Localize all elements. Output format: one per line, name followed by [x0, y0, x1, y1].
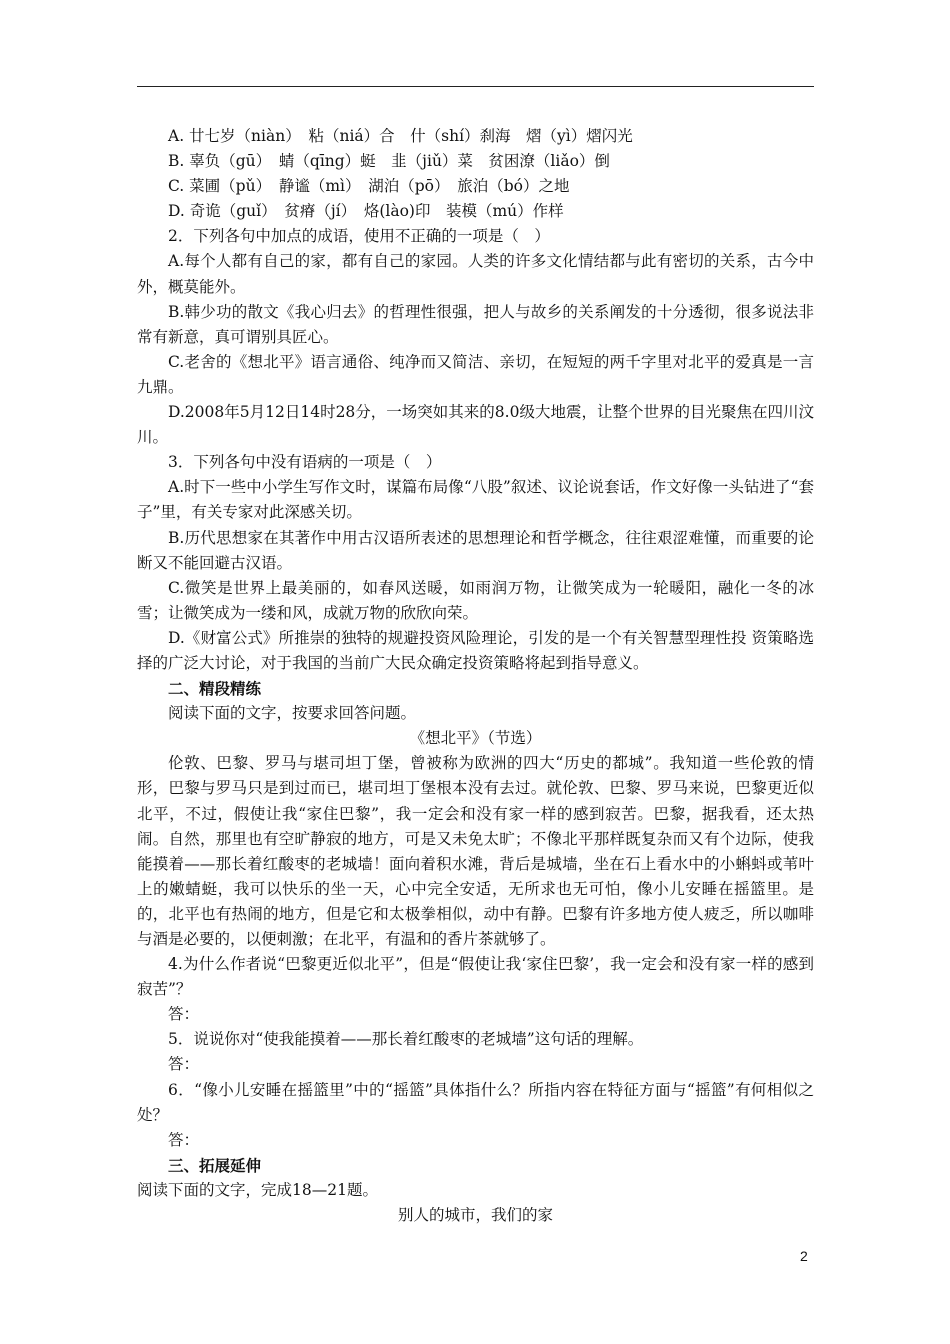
passage-body: 伦敦、巴黎、罗马与堪司坦丁堡，曾被称为欧洲的四大“历史的都城”。我知道一些伦敦的情形，巴黎与罗马只是到过而已，堪司坦丁堡根本没有去过。就伦敦、巴黎、罗马来说，巴黎更近似北平，不过，假使让我“家住巴黎”，我一定会和没有家一样的感到寂苦。巴黎，据我看，还太热闹。自然，那里也有空旷静寂的地方，可是又未免太旷；不像北平那样既复杂而又有个边际，使我能摸着——那长着红酸枣的老城墙！面向着积水滩，背后是城墙，坐在石上看水中的小蝌蚪或苇叶上的嫩蜻蜓，我可以快乐的坐一天，心中完全安适，无所求也无可怕，像小儿安睡在摇篮里。是的，北平也有热闹的地方，但是它和太极拳相似，动中有静。巴黎有许多地方使人疲乏，所以咖啡与酒是必要的，以便刺激；在北平，有温和的香片茶就够了。	[137, 754, 814, 948]
question-6: 6．“像小儿安睡在摇篮里”中的“摇篮”具体指什么？所指内容在特征方面与“摇篮”有何相似之处？	[137, 1080, 814, 1124]
section-2-intro: 阅读下面的文字，按要求回答问题。	[168, 704, 417, 723]
q2-option-d: D.2008年5月12日14时28分，一场突如其来的8.0级大地震，让整个世界的目光聚焦在四川汶川。	[137, 403, 814, 447]
q2-option-c: C.老舍的《想北平》语言通俗、纯净而又简洁、亲切，在短短的两千字里对北平的爱真是一言九鼎。	[137, 352, 814, 396]
q3-option-c: C.微笑是世界上最美丽的，如春风送暖，如雨润万物，让微笑成为一轮暖阳，融化一冬的冰雪；让微笑成为一缕和风，成就万物的欣欣向荣。	[137, 578, 814, 622]
q2-option-a: A.每个人都有自己的家，都有自己的家园。人类的许多文化情结都与此有密切的关系，古今中外，概莫能外。	[137, 252, 814, 296]
section-3-passage-title: 别人的城市，我们的家	[397, 1206, 553, 1225]
section-3-heading: 三、拓展延伸	[168, 1155, 262, 1175]
section-2-heading: 二、精段精练	[168, 679, 262, 699]
q1-option-b: B. 辜负（gū） 蜻（qīng）蜓 韭（jiǔ）菜 贫困潦（liǎo）倒	[168, 152, 610, 171]
page-number: 2	[800, 1248, 808, 1264]
passage-title: 《想北平》（节选）	[409, 729, 542, 748]
q1-option-a: A. 廿七岁（niàn） 粘（niá）合 什（shí）刹海 熠（yì）熠闪光	[168, 127, 633, 145]
question-5: 5．说说你对“使我能摸着——那长着红酸枣的老城墙”这句话的理解。	[168, 1030, 644, 1049]
header-rule	[137, 86, 814, 87]
q3-option-b: B.历代思想家在其著作中用古汉语所表述的思想理论和哲学概念，往往艰涩难懂，而重要的论断又不能回避古汉语。	[137, 528, 814, 572]
q3-option-a: A.时下一些中小学生写作文时，谋篇布局像“八股”叙述、议论说套话，作文好像一头钻进了“套子”里，有关专家对此深感关切。	[137, 478, 814, 522]
answer-5-label: 答：	[168, 1055, 200, 1074]
q1-option-d: D. 奇诡（guǐ） 贫瘠（jí） 烙(lào)印 装模（mú）作样	[168, 202, 564, 221]
answer-4-label: 答：	[168, 1005, 200, 1024]
question-4: 4.为什么作者说“巴黎更近似北平”，但是“假使让我‘家住巴黎’，我一定会和没有家一样的感到寂苦”？	[137, 955, 814, 999]
q2-option-b: B.韩少功的散文《我心归去》的哲理性很强，把人与故乡的关系阐发的十分透彻，很多说法非常有新意，真可谓别具匠心。	[137, 302, 814, 346]
answer-6-label: 答：	[168, 1130, 200, 1149]
q3-option-d: D.《财富公式》所推崇的独特的规避投资风险理论，引发的是一个有关智慧型理性投 资策略选择的广泛大讨论，对于我国的当前广大民众确定投资策略将起到指导意义。	[137, 628, 814, 672]
q2-stem: 2．下列各句中加点的成语，使用不正确的一项是（ ）	[168, 227, 550, 246]
page-content	[137, 124, 814, 1228]
q1-option-c: C. 菜圃（pǔ） 静谧（mì） 湖泊（pō） 旅泊（bó）之地	[168, 177, 570, 196]
q3-stem: 3．下列各句中没有语病的一项是（ ）	[168, 453, 442, 472]
section-3-intro: 阅读下面的文字，完成18—21题。	[137, 1180, 378, 1199]
